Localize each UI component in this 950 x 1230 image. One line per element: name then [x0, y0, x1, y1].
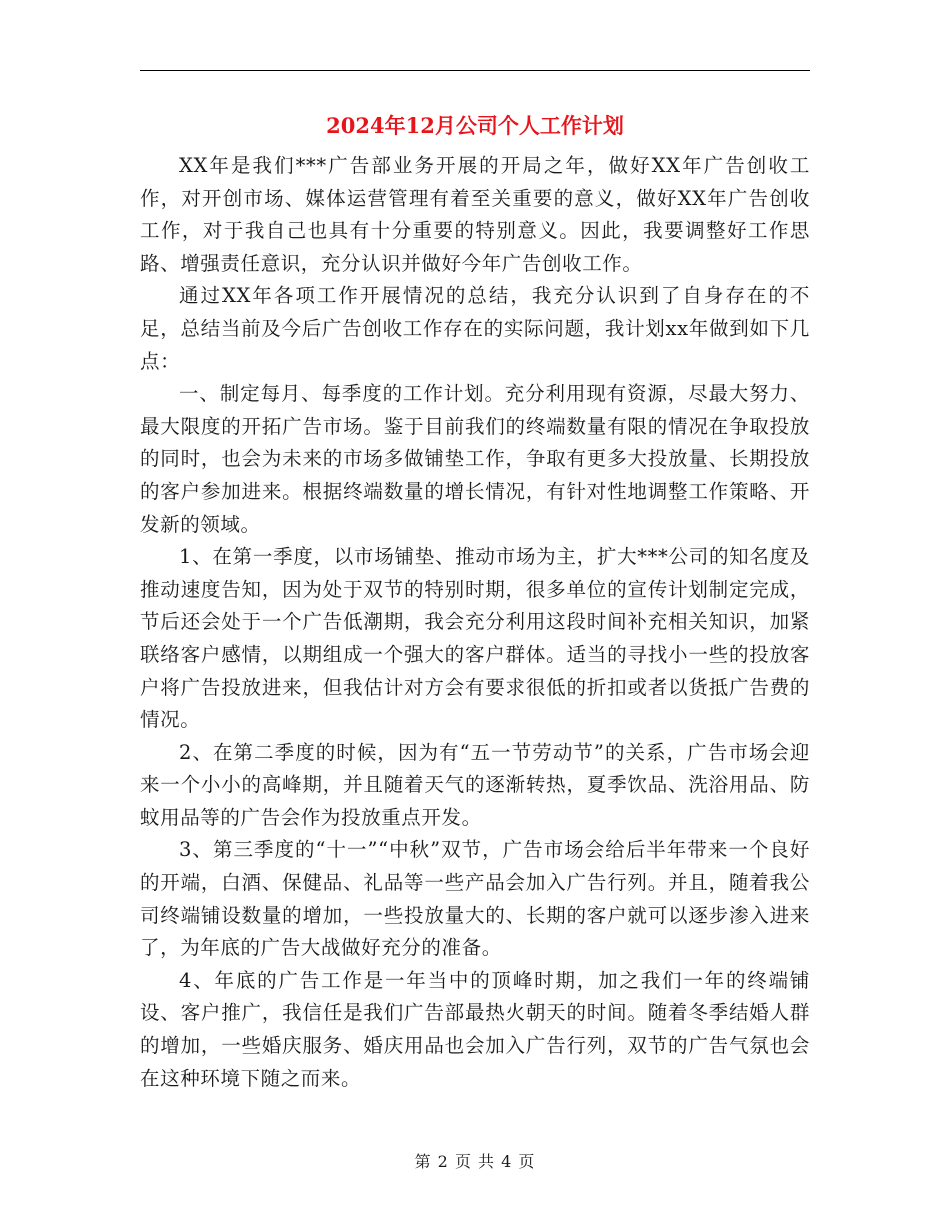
document-body — [140, 150, 810, 1095]
paragraph-intro: XX年是我们***广告部业务开展的开局之年，做好XX年广告创收工作，对开创市场、媒体运营管理有着至关重要的意义，做好XX年广告创收工作，对于我自己也具有十分重要的特别意义。因此，我要调整好工作思路、增强责任意识，充分认识并做好今年广告创收工作。 — [140, 154, 810, 275]
paragraph-q4: 4、年底的广告工作是一年当中的顶峰时期，加之我们一年的终端铺设、客户推广，我信任是我们广告部最热火朝天的时间。随着冬季结婚人群的增加，一些婚庆服务、婚庆用品也会加入广告行列，双节的广告气氛也会在这种环境下随之而来。 — [140, 968, 810, 1090]
document-title: 2024年12月公司个人工作计划 — [326, 113, 624, 138]
paragraph-plan-overview: 一、制定每月、每季度的工作计划。充分利用现有资源，尽最大努力、最大限度的开拓广告市场。鉴于目前我们的终端数量有限的情况在争取投放的同时，也会为未来的市场多做铺垫工作，争取有更多大投放量、长期投放的客户参加进来。根据终端数量的增长情况，有针对性地调整工作策略、开发新的领域。 — [140, 382, 810, 536]
paragraph-summary: 通过XX年各项工作开展情况的总结，我充分认识到了自身存在的不足，总结当前及今后广告创收工作存在的实际问题，我计划xx年做到如下几点： — [140, 284, 810, 373]
paragraph-q3: 3、第三季度的“十一”“中秋”双节，广告市场会给后半年带来一个良好的开端，白酒、保健品、礼品等一些产品会加入广告行列。并且，随着我公司终端铺设数量的增加，一些投放量大的、长期的客户就可以逐步渗入进来了，为年底的广告大战做好充分的准备。 — [140, 838, 810, 960]
page-footer: 第 2 页 共 4 页 — [414, 1152, 536, 1171]
paragraph-q2: 2、在第二季度的时候，因为有“五一节劳动节”的关系，广告市场会迎来一个小小的高峰期，并且随着天气的逐渐转热，夏季饮品、洗浴用品、防蚊用品等的广告会作为投放重点开发。 — [140, 740, 810, 829]
header-rule — [140, 70, 810, 71]
paragraph-q1: 1、在第一季度，以市场铺垫、推动市场为主，扩大***公司的知名度及推动速度告知，因为处于双节的特别时期，很多单位的宣传计划制定完成，节后还会处于一个广告低潮期，我会充分利用这段时间补充相关知识，加紧联络客户感情，以期组成一个强大的客户群体。适当的寻找小一些的投放客户将广告投放进来，但我估计对方会有要求很低的折扣或者以货抵广告费的情况。 — [140, 545, 810, 732]
